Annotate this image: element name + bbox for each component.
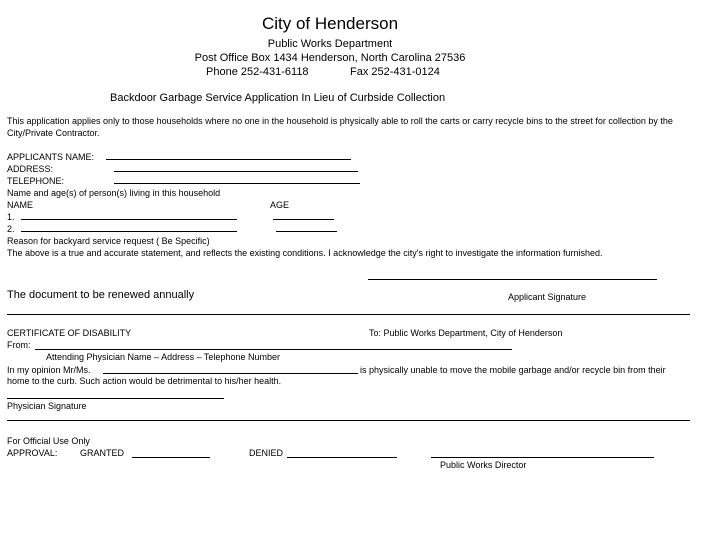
- household-row-2-number: 2.: [7, 224, 15, 234]
- patient-name-field[interactable]: [103, 373, 358, 374]
- applicant-name-label: APPLICANTS NAME:: [7, 152, 95, 162]
- opinion-suffix: is physically unable to move the mobile garbage and/or recycle bin from their: [360, 365, 666, 375]
- name-column-header: NAME: [7, 200, 34, 210]
- renewal-notice: The document to be renewed annually: [7, 289, 195, 301]
- telephone-label: TELEPHONE:: [7, 176, 65, 186]
- intro-paragraph: This application applies only to those households where no one in the household is physically able to roll the carts or carry recycle bins to the street for collection by the City/Private Contractor.: [7, 116, 673, 138]
- form-subject: Backdoor Garbage Service Application In Lieu of Curbside Collection: [110, 92, 446, 104]
- applicant-name-field[interactable]: [106, 159, 351, 160]
- fax-number: Fax 252-431-0124: [350, 66, 440, 78]
- section-divider-1: [7, 314, 690, 315]
- telephone-field[interactable]: [114, 183, 360, 184]
- from-field[interactable]: [35, 349, 512, 350]
- physician-info-caption: Attending Physician Name – Address – Telephone Number: [46, 352, 280, 362]
- physician-signature-field[interactable]: [7, 398, 224, 399]
- physician-signature-label: Physician Signature: [7, 401, 87, 411]
- certificate-recipient: To: Public Works Department, City of Henderson: [369, 328, 563, 338]
- household-label: Name and age(s) of person(s) living in this household: [7, 188, 221, 198]
- address-label: ADDRESS:: [7, 164, 54, 174]
- opinion-line-2: home to the curb. Such action would be detrimental to his/her health.: [7, 376, 282, 386]
- address-field[interactable]: [114, 171, 358, 172]
- mailing-address: Post Office Box 1434 Henderson, North Carolina 27536: [194, 52, 466, 64]
- certificate-title: CERTIFICATE OF DISABILITY: [7, 328, 132, 338]
- reason-label: Reason for backyard service request ( Be Specific): [7, 236, 210, 246]
- granted-field[interactable]: [132, 457, 210, 458]
- director-label: Public Works Director: [440, 460, 527, 470]
- statement-text: The above is a true and accurate statement, and reflects the existing conditions. I acknowledge the city's right to investigate the information furnished.: [7, 248, 603, 258]
- director-signature-field[interactable]: [431, 457, 654, 458]
- age-column-header: AGE: [270, 200, 290, 210]
- approval-label: APPROVAL:: [7, 448, 58, 458]
- household-row-1-number: 1.: [7, 212, 15, 222]
- from-label: From:: [7, 340, 31, 350]
- city-title: City of Henderson: [261, 14, 399, 33]
- opinion-prefix: In my opinion Mr/Ms.: [7, 365, 91, 375]
- section-divider-2: [7, 420, 690, 421]
- denied-label: DENIED: [249, 448, 284, 458]
- department-name: Public Works Department: [267, 38, 393, 50]
- applicant-signature-field[interactable]: [368, 279, 657, 280]
- household-row-2-age-field[interactable]: [276, 231, 337, 232]
- applicant-signature-label: Applicant Signature: [508, 292, 587, 302]
- household-row-1-name-field[interactable]: [21, 219, 237, 220]
- phone-number: Phone 252-431-6118: [206, 66, 309, 78]
- household-row-1-age-field[interactable]: [273, 219, 334, 220]
- household-row-2-name-field[interactable]: [21, 231, 237, 232]
- official-use-title: For Official Use Only: [7, 436, 90, 446]
- denied-field[interactable]: [287, 457, 397, 458]
- granted-label: GRANTED: [80, 448, 125, 458]
